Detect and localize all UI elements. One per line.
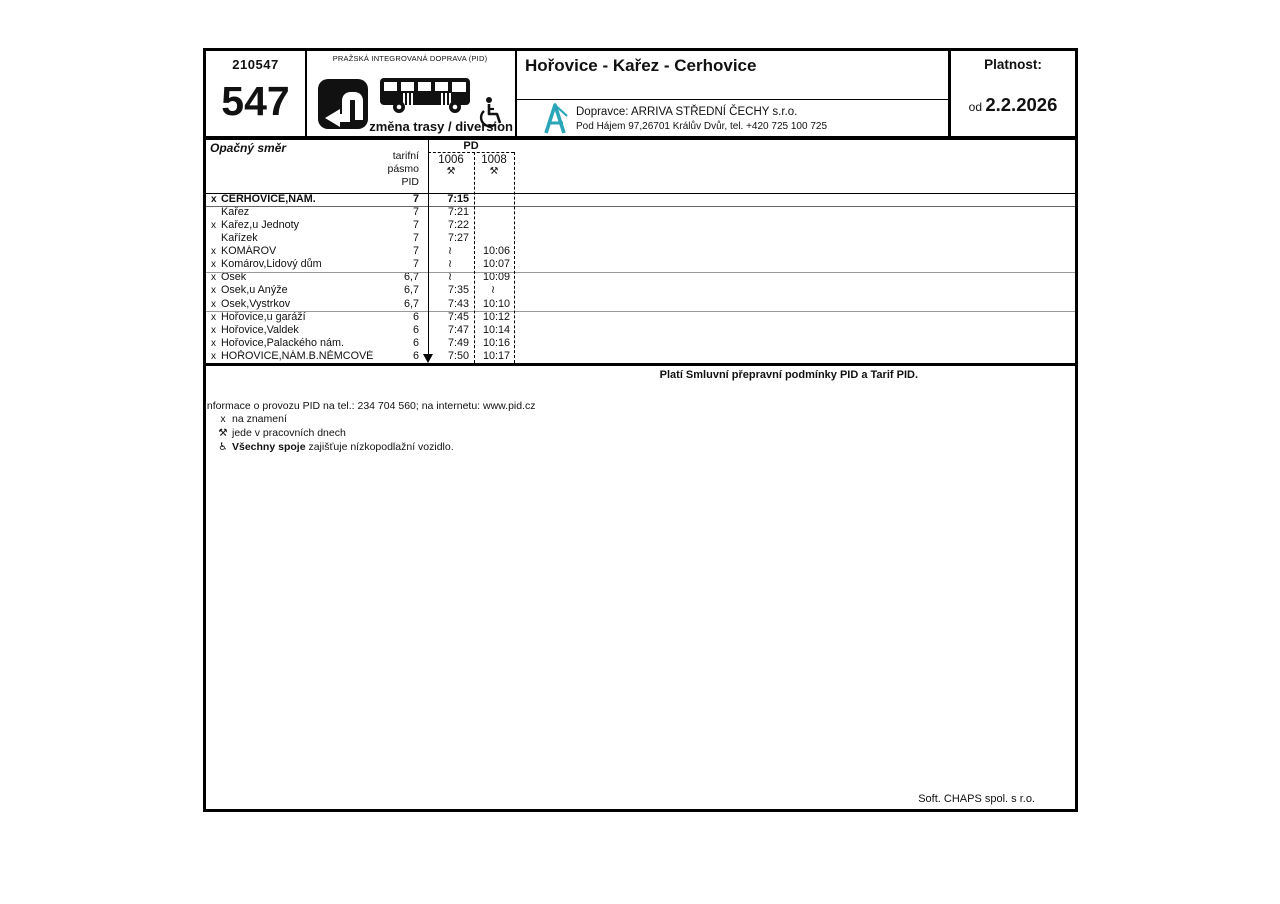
note-text: na znamení [232,413,287,425]
table-bottom-bar [206,363,1075,366]
route-direction-line [428,140,429,356]
note-text: jede v pracovních dnech [232,427,346,439]
table-row [206,298,514,311]
station-name: CERHOVICE,NÁM. [221,193,316,206]
station-name: Osek,Vystrkov [221,297,291,310]
request-stop-symbol: x [220,413,226,425]
operator-name: Dopravce: ARRIVA STŘEDNÍ ČECHY s.r.o. [576,106,798,118]
note-bold: Všechny spoje [232,441,306,453]
time-trip-1008: 10:09 [482,271,510,284]
station-name: Kařízek [221,232,258,245]
row-separator-line [206,193,1075,194]
working-days-icon: ⚒ [489,166,499,177]
zone-value: 6,7 [403,271,419,284]
title-cell [517,51,948,136]
time-trip-1008: 10:06 [482,245,510,258]
station-name: KOMÁROV [221,245,277,258]
zone-value: 7 [412,193,419,206]
request-stop-flag: x [211,311,216,323]
zone-value: 6,7 [403,284,419,297]
icons-cell [305,51,517,136]
zone-column-header [306,150,419,189]
zone-value: 6 [412,323,419,336]
time-trip-1006: 7:50 [447,349,469,362]
time-trip-1008: 10:17 [482,349,510,362]
zone-value: 7 [412,232,419,245]
working-days-icon: ⚒ [218,427,228,439]
table-row [206,232,514,245]
u-turn-diversion-icon [318,79,368,134]
time-trip-1006: ≀ [447,271,453,284]
time-trip-1006: 7:35 [447,284,469,297]
timetable-rows [206,193,514,363]
wheelchair-icon: ♿ [218,441,228,453]
validity-label: Platnost: [984,57,1042,72]
request-stop-flag: x [211,259,216,271]
note-request-stop [214,413,287,425]
note-working-days [214,427,346,439]
time-trip-1006: 7:15 [447,193,469,206]
request-stop-flag: x [211,324,216,336]
time-trip-1008: 10:10 [482,297,510,310]
table-row [206,337,514,350]
time-trip-1006: 7:43 [447,297,469,310]
time-trip-1008: 10:12 [482,310,510,323]
request-stop-flag: x [211,272,216,284]
table-row [206,284,514,297]
working-days-icon: ⚒ [446,166,456,177]
time-trip-1006: ≀ [447,245,453,258]
validity-date [951,94,1075,116]
zone-header-line: tarifní [392,150,419,162]
station-name: Komárov,Lidový dům [221,258,322,271]
request-stop-flag: x [211,285,216,297]
zone-value: 6 [412,349,419,362]
day-type-underline [428,152,514,153]
route-direction-arrow-icon [423,354,433,363]
table-row [206,193,514,206]
request-stop-flag: x [211,194,217,206]
note-low-floor [214,441,454,453]
title-divider [517,99,948,100]
zone-value: 7 [412,206,419,219]
zone-value: 7 [412,245,419,258]
time-trip-1006: 7:45 [447,310,469,323]
trip-number-1008: 1008 [481,154,507,166]
page-title: Hořovice - Kařez - Cerhovice [525,56,757,75]
info-line: Informace o provozu PID na tel.: 234 704 560; na internetu: www.pid.cz [204,400,536,412]
software-credit: Soft. CHAPS spol. s r.o. [918,793,1035,805]
time-trip-1006: 7:27 [447,232,469,245]
table-row [206,206,514,219]
table-row [206,311,514,324]
operator-logo-icon [543,102,569,139]
note-text: zajišťuje nízkopodlažní vozidlo. [305,441,454,453]
trip-number-1006: 1006 [438,154,464,166]
pid-system-label: PRAŽSKÁ INTEGROVANÁ DOPRAVA (PID) [332,54,488,63]
table-row [206,324,514,337]
bus-icon [379,78,471,119]
time-trip-1008: 10:14 [482,323,510,336]
station-name: Hořovice,u garáží [221,310,306,323]
line-number: 547 [221,78,290,124]
validity-value: 2.2.2026 [985,94,1058,115]
time-trip-1006: ≀ [447,258,453,271]
station-name: Hořovice,Palackého nám. [221,336,345,349]
operator-address: Pod Hájem 97,26701 Králův Dvůr, tel. +420 725 100 725 [576,121,828,132]
table-row [206,258,514,271]
request-stop-flag: x [211,350,216,362]
line-code: 210547 [232,57,279,72]
table-row [206,245,514,258]
time-trip-1006: 7:21 [447,206,469,219]
request-stop-flag: x [211,298,216,310]
zone-value: 6 [412,336,419,349]
zone-separator-line [206,311,1075,312]
table-row [206,271,514,284]
diversion-label: změna trasy / diversion [369,119,513,134]
direction-label: Opačný směr [210,141,287,155]
station-name: Kařez,u Jednoty [221,219,300,232]
station-name: Kařez [221,206,250,219]
day-type-label: PD [463,140,479,152]
zone-value: 7 [412,219,419,232]
validity-prefix: od [968,100,982,114]
zone-value: 6 [412,310,419,323]
zone-value: 7 [412,258,419,271]
zone-header-line: PID [401,176,419,188]
zone-value: 6,7 [403,297,419,310]
timetable-page [203,48,1078,812]
header-separator-bar [206,136,1075,140]
line-code-cell [206,51,307,136]
trip-column-divider [474,152,475,363]
time-trip-1006: 7:47 [447,323,469,336]
trip-column-divider [514,152,515,363]
request-stop-flag: x [211,337,216,349]
station-name: Hořovice,Valdek [221,323,299,336]
table-row [206,350,514,363]
time-trip-1008: 10:16 [482,336,510,349]
request-stop-flag: x [211,246,216,258]
time-trip-1008: 10:07 [482,258,510,271]
request-stop-flag: x [211,220,216,232]
time-trip-1008: ≀ [490,284,496,297]
validity-cell [948,51,1078,136]
row-separator-line [206,206,1075,207]
time-trip-1006: 7:22 [447,219,469,232]
zone-header-line: pásmo [387,163,419,175]
zone-separator-line [206,272,1075,273]
conditions-note: Platí Smluvní přepravní podmínky PID a Tarif PID. [659,369,918,381]
table-row [206,219,514,232]
station-name: Osek [221,271,247,284]
station-name: Osek,u Anýže [221,284,288,297]
station-name: HOŘOVICE,NÁM.B.NĚMCOVÉ [221,349,374,362]
time-trip-1006: 7:49 [447,336,469,349]
